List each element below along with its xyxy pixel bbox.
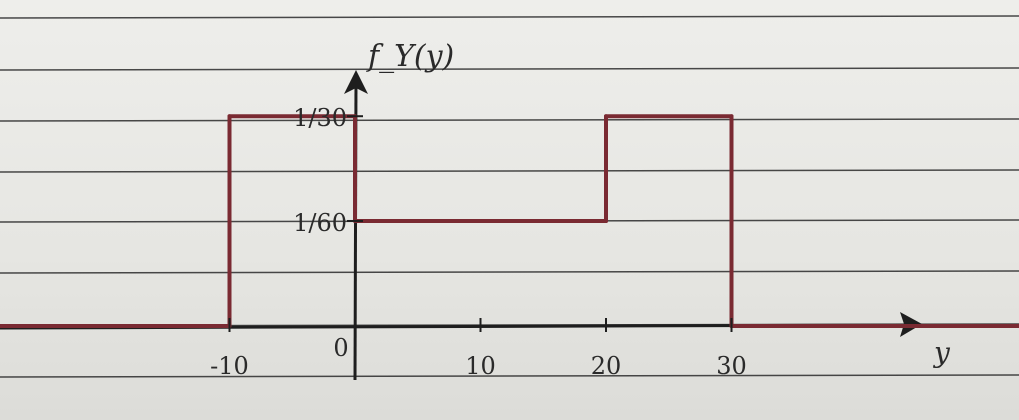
x-tick-label: -10 — [210, 352, 249, 380]
x-tick-label: 30 — [716, 352, 747, 380]
rule-line — [0, 16, 1019, 18]
y-axis-label: f_Y(y) — [368, 39, 455, 74]
x-tick-label: 10 — [465, 352, 496, 380]
tick-labels — [210, 104, 747, 380]
x-axis-label: y — [934, 336, 950, 369]
y-tick-label: 1/30 — [293, 104, 347, 133]
rule-line — [0, 375, 1019, 377]
rule-line — [0, 68, 1019, 70]
x-tick-label: 20 — [590, 352, 622, 380]
rule-line — [0, 119, 1019, 121]
axes — [0, 70, 922, 380]
rule-line — [0, 170, 1019, 172]
x-tick-label: 0 — [333, 334, 349, 362]
y-tick-label: 1/60 — [293, 208, 347, 237]
rule-line — [0, 271, 1019, 273]
notebook-rule-lines — [0, 16, 1019, 377]
